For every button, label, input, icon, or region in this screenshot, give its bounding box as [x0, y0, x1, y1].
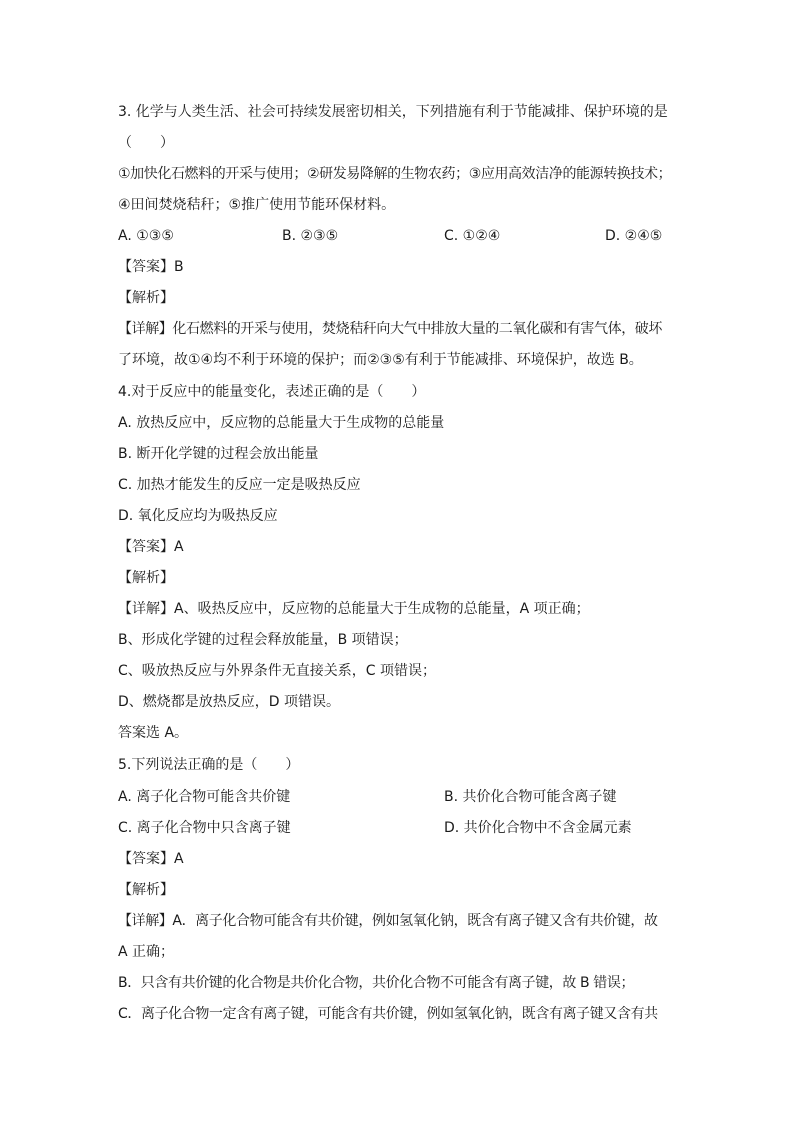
- q4-option-c: C. 加热才能发生的反应一定是吸热反应: [118, 477, 361, 493]
- q3-option-c: C. ①②④: [444, 228, 501, 244]
- q3-measures-line-2: ④田间焚烧秸秆；⑤推广使用节能环保材料。: [118, 197, 396, 213]
- q5-analysis-heading: 【解析】: [118, 882, 174, 898]
- q3-detail-line-2: 了环境，故①④均不利于环境的保护；而②③⑤有利于节能减排、环境保护，故选 B。: [118, 352, 643, 368]
- q3-option-d: D. ②④⑤: [605, 228, 663, 244]
- q5-detail-line-1: 【详解】A．离子化合物可能含有共价键，例如氢氧化钠，既含有离子键又含有共价键，故: [118, 913, 658, 929]
- q3-answer: 【答案】B: [118, 259, 184, 275]
- q4-detail-line-2: B、形成化学键的过程会释放能量，B 项错误；: [118, 632, 408, 648]
- q5-answer: 【答案】A: [118, 851, 184, 867]
- q5-detail-line-4: C．离子化合物一定含有离子键，可能含有共价键，例如氢氧化钠，既含有离子键又含有共: [118, 1006, 658, 1022]
- q5-option-c: C. 离子化合物中只含离子键: [118, 820, 291, 836]
- q4-detail-line-3: C、吸放热反应与外界条件无直接关系，C 项错误；: [118, 663, 436, 679]
- q4-option-d: D. 氧化反应均为吸热反应: [118, 508, 278, 524]
- q3-detail-line-1: 【详解】化石燃料的开采与使用，焚烧秸秆向大气中排放大量的二氧化碳和有害气体，破坏: [118, 321, 662, 337]
- q4-conclusion: 答案选 A。: [118, 725, 189, 741]
- q3-blank: （ ）: [118, 135, 174, 151]
- q5-option-a: A. 离子化合物可能含共价键: [118, 789, 291, 805]
- q5-option-d: D. 共价化合物中不含金属元素: [444, 820, 632, 836]
- q5-detail-line-3: B．只含有共价键的化合物是共价化合物，共价化合物不可能含有离子键，故 B 错误；: [118, 975, 635, 991]
- q4-detail-line-1: 【详解】A、吸热反应中，反应物的总能量大于生成物的总能量，A 项正确；: [118, 601, 590, 617]
- q3-stem: 3. 化学与人类生活、社会可持续发展密切相关，下列措施有利于节能减排、保护环境的是: [118, 104, 668, 120]
- q4-answer: 【答案】A: [118, 539, 184, 555]
- q3-option-b: B. ②③⑤: [282, 228, 339, 244]
- q3-measures-line-1: ①加快化石燃料的开采与使用；②研发易降解的生物农药；③应用高效洁净的能源转换技术；: [118, 166, 672, 182]
- q5-stem: 5.下列说法正确的是（ ）: [118, 757, 300, 773]
- q3-analysis-heading: 【解析】: [118, 290, 174, 306]
- q3-option-a: A. ①③⑤: [118, 228, 174, 244]
- q5-detail-line-2: A 正确；: [118, 944, 175, 960]
- q5-option-b: B. 共价化合物可能含离子键: [444, 789, 617, 805]
- q4-option-a: A. 放热反应中，反应物的总能量大于生成物的总能量: [118, 415, 445, 431]
- q4-stem: 4.对于反应中的能量变化，表述正确的是（ ）: [118, 384, 426, 400]
- q4-analysis-heading: 【解析】: [118, 570, 174, 586]
- q4-detail-line-4: D、燃烧都是放热反应，D 项错误。: [118, 694, 341, 710]
- q4-option-b: B. 断开化学键的过程会放出能量: [118, 446, 319, 462]
